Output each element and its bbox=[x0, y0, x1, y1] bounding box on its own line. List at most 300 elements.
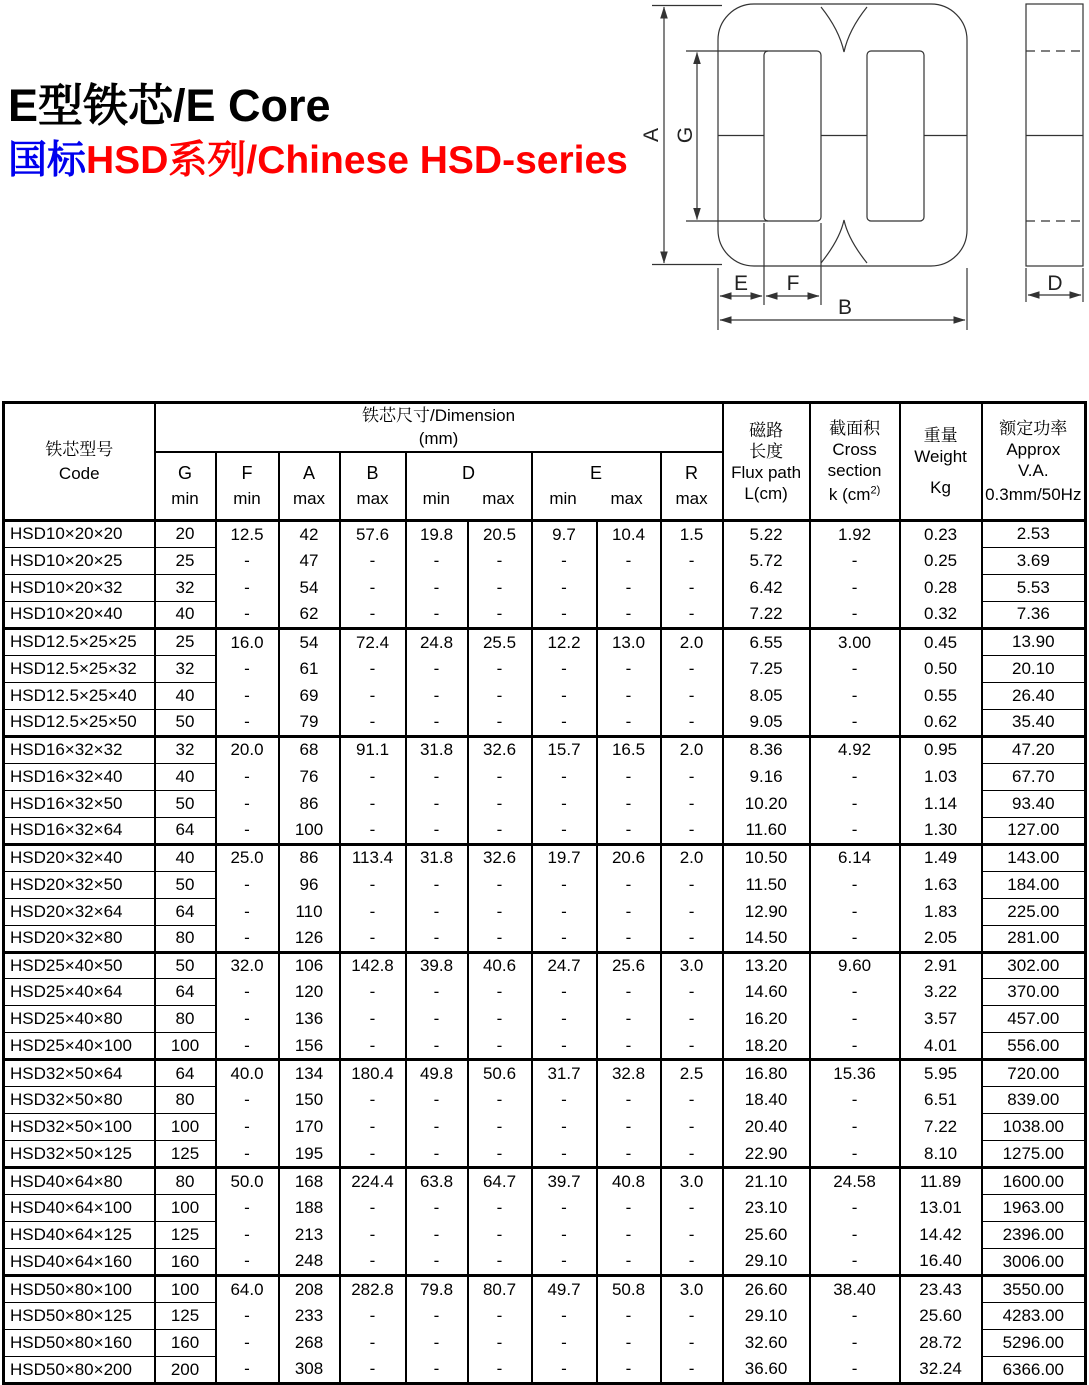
cell-e-max: - bbox=[597, 709, 661, 736]
cell-weight: 0.95 bbox=[900, 736, 982, 763]
cell-b-max: - bbox=[340, 1357, 406, 1384]
cell-r-max: - bbox=[661, 790, 723, 817]
dim-label-E: E bbox=[733, 272, 749, 295]
cell-weight: 32.24 bbox=[900, 1357, 982, 1384]
cell-e-min: - bbox=[532, 898, 597, 925]
cell-d-min: - bbox=[406, 763, 468, 790]
cell-r-max: - bbox=[661, 763, 723, 790]
table-row bbox=[4, 1060, 1086, 1087]
cell-d-min: - bbox=[406, 925, 468, 952]
cell-g-min: 25 bbox=[155, 628, 216, 655]
cell-flux-path: 5.22 bbox=[723, 521, 810, 548]
header-flux-path: 磁路 长度 Flux path L(cm) bbox=[723, 403, 810, 521]
cell-g-min: 125 bbox=[155, 1222, 216, 1249]
title-block bbox=[8, 80, 628, 186]
cell-e-min: - bbox=[532, 925, 597, 952]
cell-code: HSD40×64×80 bbox=[4, 1168, 155, 1195]
cell-d-max: - bbox=[468, 1195, 532, 1222]
cell-g-min: 80 bbox=[155, 1087, 216, 1114]
cell-f-min: - bbox=[216, 655, 279, 682]
table-row bbox=[4, 844, 1086, 871]
cell-approx-va: 2.53 bbox=[982, 521, 1086, 548]
cell-weight: 0.62 bbox=[900, 709, 982, 736]
cell-a-max: 170 bbox=[279, 1114, 340, 1141]
page-title: E型铁芯/E Core bbox=[8, 80, 331, 131]
cell-approx-va: 457.00 bbox=[982, 1006, 1086, 1033]
cell-cross-section: - bbox=[810, 574, 900, 601]
table-row bbox=[4, 1303, 1086, 1330]
cell-e-max: - bbox=[597, 574, 661, 601]
cell-r-max: - bbox=[661, 898, 723, 925]
cell-f-min: - bbox=[216, 871, 279, 898]
cell-e-max: 32.8 bbox=[597, 1060, 661, 1087]
cell-r-max: - bbox=[661, 871, 723, 898]
cell-a-max: 213 bbox=[279, 1222, 340, 1249]
core-window-left bbox=[764, 51, 821, 221]
cell-g-min: 32 bbox=[155, 655, 216, 682]
cell-flux-path: 7.25 bbox=[723, 655, 810, 682]
cell-d-max: - bbox=[468, 1357, 532, 1384]
table-row bbox=[4, 1033, 1086, 1060]
cell-code: HSD50×80×100 bbox=[4, 1276, 155, 1303]
cell-e-min: - bbox=[532, 655, 597, 682]
table-row bbox=[4, 628, 1086, 655]
cell-approx-va: 184.00 bbox=[982, 871, 1086, 898]
cell-e-max: - bbox=[597, 682, 661, 709]
cell-approx-va: 4283.00 bbox=[982, 1303, 1086, 1330]
cell-cross-section: - bbox=[810, 979, 900, 1006]
header-code: 铁芯型号 Code bbox=[4, 403, 155, 521]
cell-b-max: 91.1 bbox=[340, 736, 406, 763]
cell-a-max: 150 bbox=[279, 1087, 340, 1114]
cell-code: HSD50×80×160 bbox=[4, 1330, 155, 1357]
cell-cross-section: - bbox=[810, 547, 900, 574]
cell-f-min: - bbox=[216, 1330, 279, 1357]
cell-r-max: - bbox=[661, 682, 723, 709]
cell-e-min: 19.7 bbox=[532, 844, 597, 871]
cell-e-max: - bbox=[597, 925, 661, 952]
cell-g-min: 64 bbox=[155, 1060, 216, 1087]
cell-e-max: - bbox=[597, 1087, 661, 1114]
cell-weight: 0.45 bbox=[900, 628, 982, 655]
cell-d-min: - bbox=[406, 979, 468, 1006]
cell-code: HSD12.5×25×25 bbox=[4, 628, 155, 655]
cell-d-max: - bbox=[468, 1114, 532, 1141]
cell-e-max: - bbox=[597, 1114, 661, 1141]
cell-cross-section: - bbox=[810, 1141, 900, 1168]
cell-g-min: 80 bbox=[155, 1168, 216, 1195]
cell-r-max: 2.0 bbox=[661, 736, 723, 763]
cell-approx-va: 47.20 bbox=[982, 736, 1086, 763]
cell-flux-path: 16.20 bbox=[723, 1006, 810, 1033]
cell-f-min: - bbox=[216, 1141, 279, 1168]
cell-d-min: 63.8 bbox=[406, 1168, 468, 1195]
cell-weight: 0.23 bbox=[900, 521, 982, 548]
cell-b-max: - bbox=[340, 817, 406, 844]
header-col-G: G min bbox=[155, 452, 216, 521]
cell-code: HSD40×64×100 bbox=[4, 1195, 155, 1222]
cell-cross-section: - bbox=[810, 1087, 900, 1114]
cell-g-min: 50 bbox=[155, 871, 216, 898]
cell-a-max: 168 bbox=[279, 1168, 340, 1195]
cell-approx-va: 67.70 bbox=[982, 763, 1086, 790]
cell-d-min: - bbox=[406, 655, 468, 682]
cell-b-max: - bbox=[340, 763, 406, 790]
cell-cross-section: - bbox=[810, 1033, 900, 1060]
cell-approx-va: 225.00 bbox=[982, 898, 1086, 925]
cell-d-min: - bbox=[406, 898, 468, 925]
cell-approx-va: 2396.00 bbox=[982, 1222, 1086, 1249]
cell-f-min: - bbox=[216, 1357, 279, 1384]
cell-code: HSD32×50×64 bbox=[4, 1060, 155, 1087]
cell-weight: 14.42 bbox=[900, 1222, 982, 1249]
cell-code: HSD20×32×64 bbox=[4, 898, 155, 925]
cell-flux-path: 22.90 bbox=[723, 1141, 810, 1168]
cell-e-min: 31.7 bbox=[532, 1060, 597, 1087]
cell-d-max: - bbox=[468, 1249, 532, 1276]
cell-r-max: 3.0 bbox=[661, 952, 723, 979]
cell-r-max: - bbox=[661, 1222, 723, 1249]
cell-e-min: - bbox=[532, 682, 597, 709]
cell-cross-section: - bbox=[810, 1222, 900, 1249]
cell-f-min: - bbox=[216, 1114, 279, 1141]
table-row bbox=[4, 1168, 1086, 1195]
cell-b-max: - bbox=[340, 1330, 406, 1357]
cell-b-max: 180.4 bbox=[340, 1060, 406, 1087]
cell-e-max: - bbox=[597, 871, 661, 898]
cell-d-max: - bbox=[468, 1006, 532, 1033]
cell-weight: 1.30 bbox=[900, 817, 982, 844]
table-row bbox=[4, 871, 1086, 898]
cell-g-min: 160 bbox=[155, 1249, 216, 1276]
cell-code: HSD10×20×20 bbox=[4, 521, 155, 548]
table-row bbox=[4, 1195, 1086, 1222]
cell-e-min: - bbox=[532, 763, 597, 790]
cell-d-min: - bbox=[406, 1087, 468, 1114]
cell-cross-section: - bbox=[810, 601, 900, 628]
cell-flux-path: 7.22 bbox=[723, 601, 810, 628]
cell-flux-path: 36.60 bbox=[723, 1357, 810, 1384]
cell-approx-va: 5296.00 bbox=[982, 1330, 1086, 1357]
table-row bbox=[4, 979, 1086, 1006]
cell-cross-section: - bbox=[810, 1303, 900, 1330]
cell-g-min: 100 bbox=[155, 1114, 216, 1141]
table-row bbox=[4, 952, 1086, 979]
cell-d-max: - bbox=[468, 574, 532, 601]
cell-flux-path: 29.10 bbox=[723, 1249, 810, 1276]
cell-flux-path: 25.60 bbox=[723, 1222, 810, 1249]
cell-a-max: 208 bbox=[279, 1276, 340, 1303]
cell-g-min: 40 bbox=[155, 682, 216, 709]
cell-cross-section: - bbox=[810, 682, 900, 709]
cell-a-max: 136 bbox=[279, 1006, 340, 1033]
table-row bbox=[4, 1222, 1086, 1249]
cell-cross-section: - bbox=[810, 1249, 900, 1276]
cell-e-min: - bbox=[532, 1357, 597, 1384]
cell-weight: 25.60 bbox=[900, 1303, 982, 1330]
cell-r-max: 3.0 bbox=[661, 1168, 723, 1195]
cell-d-min: 24.8 bbox=[406, 628, 468, 655]
cell-weight: 3.22 bbox=[900, 979, 982, 1006]
cell-weight: 6.51 bbox=[900, 1087, 982, 1114]
table-row bbox=[4, 898, 1086, 925]
cell-weight: 1.03 bbox=[900, 763, 982, 790]
cell-e-min: - bbox=[532, 1087, 597, 1114]
cell-d-min: 49.8 bbox=[406, 1060, 468, 1087]
cell-flux-path: 20.40 bbox=[723, 1114, 810, 1141]
cell-b-max: - bbox=[340, 1114, 406, 1141]
cell-d-max: - bbox=[468, 1087, 532, 1114]
cell-e-max: 10.4 bbox=[597, 521, 661, 548]
header-dimension-group: 铁芯尺寸/Dimension (mm) bbox=[155, 403, 723, 452]
cell-f-min: - bbox=[216, 925, 279, 952]
cell-d-min: - bbox=[406, 817, 468, 844]
cell-d-min: - bbox=[406, 790, 468, 817]
cell-f-min: - bbox=[216, 1195, 279, 1222]
cell-approx-va: 720.00 bbox=[982, 1060, 1086, 1087]
cell-code: HSD40×64×125 bbox=[4, 1222, 155, 1249]
cell-approx-va: 143.00 bbox=[982, 844, 1086, 871]
cell-f-min: 20.0 bbox=[216, 736, 279, 763]
cell-e-max: - bbox=[597, 547, 661, 574]
cell-f-min: 40.0 bbox=[216, 1060, 279, 1087]
cell-flux-path: 9.16 bbox=[723, 763, 810, 790]
cell-e-max: - bbox=[597, 1033, 661, 1060]
cell-approx-va: 556.00 bbox=[982, 1033, 1086, 1060]
cell-d-max: - bbox=[468, 871, 532, 898]
cell-cross-section: - bbox=[810, 763, 900, 790]
cell-flux-path: 32.60 bbox=[723, 1330, 810, 1357]
cell-b-max: - bbox=[340, 871, 406, 898]
cell-e-min: - bbox=[532, 1195, 597, 1222]
cell-d-min: 31.8 bbox=[406, 844, 468, 871]
cell-code: HSD20×32×40 bbox=[4, 844, 155, 871]
cell-b-max: - bbox=[340, 1222, 406, 1249]
cell-d-max: - bbox=[468, 790, 532, 817]
cell-r-max: - bbox=[661, 574, 723, 601]
cell-e-max: - bbox=[597, 763, 661, 790]
cell-flux-path: 10.50 bbox=[723, 844, 810, 871]
table-row bbox=[4, 574, 1086, 601]
cell-a-max: 79 bbox=[279, 709, 340, 736]
cell-d-min: 79.8 bbox=[406, 1276, 468, 1303]
cell-a-max: 120 bbox=[279, 979, 340, 1006]
cell-d-min: 31.8 bbox=[406, 736, 468, 763]
cell-cross-section: - bbox=[810, 1330, 900, 1357]
cell-d-max: 20.5 bbox=[468, 521, 532, 548]
cell-e-min: - bbox=[532, 1249, 597, 1276]
cell-g-min: 40 bbox=[155, 844, 216, 871]
cell-code: HSD32×50×125 bbox=[4, 1141, 155, 1168]
cell-weight: 16.40 bbox=[900, 1249, 982, 1276]
dim-label-D: D bbox=[1047, 272, 1063, 295]
table-row bbox=[4, 736, 1086, 763]
dim-label-F: F bbox=[786, 272, 800, 295]
cell-d-min: - bbox=[406, 1195, 468, 1222]
cell-approx-va: 7.36 bbox=[982, 601, 1086, 628]
cell-cross-section: - bbox=[810, 1114, 900, 1141]
cell-r-max: - bbox=[661, 601, 723, 628]
cell-weight: 13.01 bbox=[900, 1195, 982, 1222]
cell-g-min: 125 bbox=[155, 1141, 216, 1168]
cell-d-max: - bbox=[468, 817, 532, 844]
cell-code: HSD32×50×100 bbox=[4, 1114, 155, 1141]
cell-e-min: - bbox=[532, 790, 597, 817]
cell-code: HSD40×64×160 bbox=[4, 1249, 155, 1276]
cell-b-max: - bbox=[340, 1087, 406, 1114]
cell-a-max: 106 bbox=[279, 952, 340, 979]
cell-cross-section: 15.36 bbox=[810, 1060, 900, 1087]
cell-e-min: 24.7 bbox=[532, 952, 597, 979]
cell-e-max: - bbox=[597, 1006, 661, 1033]
cell-approx-va: 6366.00 bbox=[982, 1357, 1086, 1384]
cell-d-max: 32.6 bbox=[468, 736, 532, 763]
cell-f-min: - bbox=[216, 574, 279, 601]
cell-d-min: - bbox=[406, 547, 468, 574]
cell-approx-va: 1038.00 bbox=[982, 1114, 1086, 1141]
cell-approx-va: 3.69 bbox=[982, 547, 1086, 574]
cell-flux-path: 6.42 bbox=[723, 574, 810, 601]
header-cross-section: 截面积 Cross section k ($cm^{2)}$ bbox=[810, 403, 900, 521]
cell-g-min: 80 bbox=[155, 1006, 216, 1033]
cell-e-min: - bbox=[532, 547, 597, 574]
cell-weight: 2.05 bbox=[900, 925, 982, 952]
cell-d-min: 39.8 bbox=[406, 952, 468, 979]
cell-a-max: 42 bbox=[279, 521, 340, 548]
cell-f-min: - bbox=[216, 979, 279, 1006]
cell-f-min: 32.0 bbox=[216, 952, 279, 979]
cell-r-max: 3.0 bbox=[661, 1276, 723, 1303]
cell-e-min: - bbox=[532, 1222, 597, 1249]
cell-weight: 28.72 bbox=[900, 1330, 982, 1357]
cell-d-min: - bbox=[406, 1114, 468, 1141]
cell-e-max: - bbox=[597, 601, 661, 628]
cell-r-max: - bbox=[661, 1249, 723, 1276]
cell-d-min: - bbox=[406, 1222, 468, 1249]
cell-cross-section: 3.00 bbox=[810, 628, 900, 655]
cell-r-max: - bbox=[661, 1114, 723, 1141]
cell-d-max: - bbox=[468, 1033, 532, 1060]
cell-code: HSD25×40×80 bbox=[4, 1006, 155, 1033]
cell-a-max: 110 bbox=[279, 898, 340, 925]
cell-e-min: - bbox=[532, 979, 597, 1006]
cell-e-max: - bbox=[597, 1141, 661, 1168]
cell-approx-va: 370.00 bbox=[982, 979, 1086, 1006]
cell-a-max: 100 bbox=[279, 817, 340, 844]
cell-flux-path: 23.10 bbox=[723, 1195, 810, 1222]
cell-approx-va: 35.40 bbox=[982, 709, 1086, 736]
cell-g-min: 40 bbox=[155, 763, 216, 790]
cell-a-max: 134 bbox=[279, 1060, 340, 1087]
cell-b-max: - bbox=[340, 1303, 406, 1330]
cell-code: HSD12.5×25×32 bbox=[4, 655, 155, 682]
cell-approx-va: 1963.00 bbox=[982, 1195, 1086, 1222]
cell-d-min: - bbox=[406, 1006, 468, 1033]
cell-r-max: 2.0 bbox=[661, 844, 723, 871]
cell-approx-va: 127.00 bbox=[982, 817, 1086, 844]
cell-f-min: - bbox=[216, 1249, 279, 1276]
core-joint-bottom bbox=[821, 220, 867, 263]
cell-approx-va: 302.00 bbox=[982, 952, 1086, 979]
cell-r-max: - bbox=[661, 817, 723, 844]
cell-e-min: - bbox=[532, 1006, 597, 1033]
cell-approx-va: 93.40 bbox=[982, 790, 1086, 817]
cell-g-min: 125 bbox=[155, 1303, 216, 1330]
cell-flux-path: 9.05 bbox=[723, 709, 810, 736]
cell-d-max: 32.6 bbox=[468, 844, 532, 871]
cell-g-min: 100 bbox=[155, 1033, 216, 1060]
cell-d-max: - bbox=[468, 898, 532, 925]
cell-g-min: 50 bbox=[155, 952, 216, 979]
cell-f-min: - bbox=[216, 709, 279, 736]
cell-e-min: 12.2 bbox=[532, 628, 597, 655]
cell-d-max: - bbox=[468, 601, 532, 628]
cell-weight: 1.49 bbox=[900, 844, 982, 871]
cell-code: HSD12.5×25×50 bbox=[4, 709, 155, 736]
cell-flux-path: 8.36 bbox=[723, 736, 810, 763]
cell-e-max: - bbox=[597, 790, 661, 817]
cell-d-max: - bbox=[468, 1141, 532, 1168]
cell-cross-section: - bbox=[810, 925, 900, 952]
cell-d-min: - bbox=[406, 709, 468, 736]
cell-cross-section: 6.14 bbox=[810, 844, 900, 871]
cell-weight: 0.55 bbox=[900, 682, 982, 709]
cell-r-max: - bbox=[661, 547, 723, 574]
cell-cross-section: 1.92 bbox=[810, 521, 900, 548]
cell-g-min: 64 bbox=[155, 898, 216, 925]
cell-f-min: - bbox=[216, 682, 279, 709]
cell-r-max: - bbox=[661, 1330, 723, 1357]
table-row bbox=[4, 763, 1086, 790]
cell-e-min: - bbox=[532, 871, 597, 898]
cell-code: HSD10×20×25 bbox=[4, 547, 155, 574]
cell-e-min: 39.7 bbox=[532, 1168, 597, 1195]
cell-weight: 7.22 bbox=[900, 1114, 982, 1141]
cell-weight: 1.63 bbox=[900, 871, 982, 898]
cell-g-min: 64 bbox=[155, 817, 216, 844]
cell-a-max: 268 bbox=[279, 1330, 340, 1357]
cell-r-max: 1.5 bbox=[661, 521, 723, 548]
cell-r-max: - bbox=[661, 1033, 723, 1060]
cell-e-min: 49.7 bbox=[532, 1276, 597, 1303]
table-row bbox=[4, 709, 1086, 736]
cell-f-min: - bbox=[216, 1006, 279, 1033]
cell-e-min: - bbox=[532, 601, 597, 628]
cell-b-max: - bbox=[340, 1195, 406, 1222]
cell-a-max: 248 bbox=[279, 1249, 340, 1276]
cell-g-min: 100 bbox=[155, 1195, 216, 1222]
cell-d-min: - bbox=[406, 1249, 468, 1276]
cell-a-max: 188 bbox=[279, 1195, 340, 1222]
cell-b-max: - bbox=[340, 574, 406, 601]
cell-weight: 8.10 bbox=[900, 1141, 982, 1168]
cell-g-min: 80 bbox=[155, 925, 216, 952]
subtitle-series: HSD系列/Chinese HSD-series bbox=[86, 139, 628, 182]
cell-r-max: - bbox=[661, 1141, 723, 1168]
cell-r-max: - bbox=[661, 1303, 723, 1330]
cell-approx-va: 3006.00 bbox=[982, 1249, 1086, 1276]
cell-e-max: - bbox=[597, 898, 661, 925]
cell-e-max: - bbox=[597, 655, 661, 682]
cell-e-min: - bbox=[532, 1114, 597, 1141]
cell-f-min: - bbox=[216, 1303, 279, 1330]
table-row bbox=[4, 1276, 1086, 1303]
cell-r-max: - bbox=[661, 1195, 723, 1222]
cell-r-max: 2.5 bbox=[661, 1060, 723, 1087]
cell-r-max: - bbox=[661, 1357, 723, 1384]
cell-f-min: 50.0 bbox=[216, 1168, 279, 1195]
cell-weight: 0.50 bbox=[900, 655, 982, 682]
